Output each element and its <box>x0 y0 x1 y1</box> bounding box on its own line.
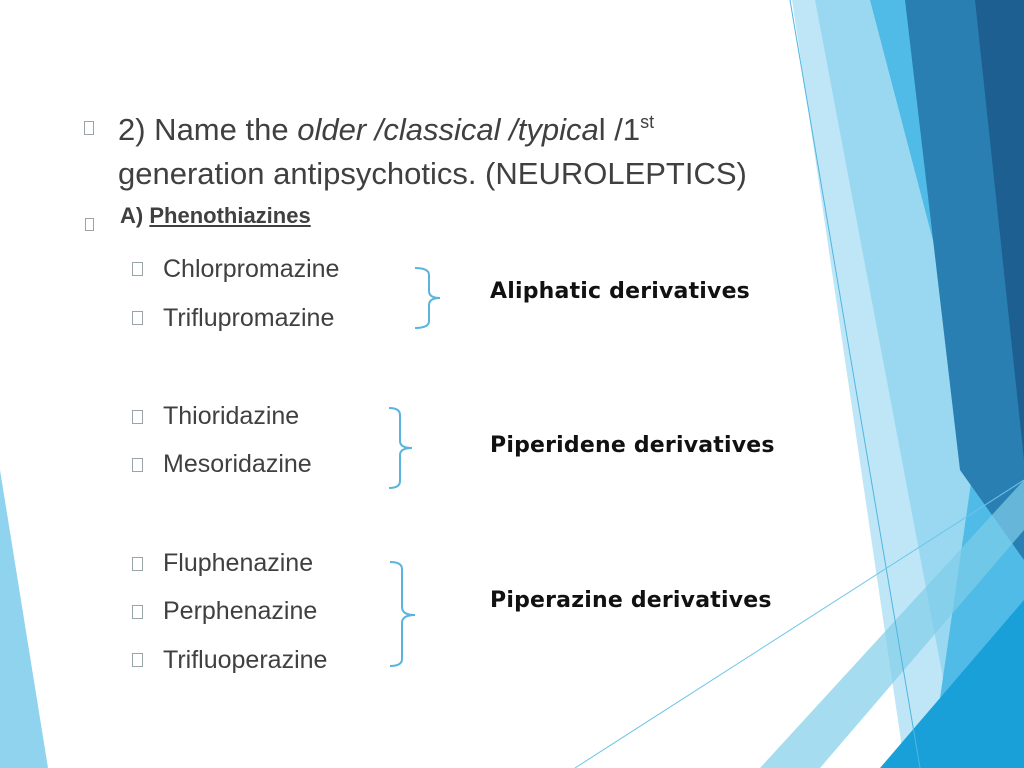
title-line-2: generation antipsychotics. (NEUROLEPTICS) <box>118 156 747 191</box>
section-bullet-icon <box>85 218 94 231</box>
group-label-piperidene: Piperidene derivatives <box>490 433 775 458</box>
drug-bullet-icon <box>132 262 143 276</box>
drug-bullet-icon <box>132 458 143 472</box>
drug-bullet-icon <box>132 311 143 325</box>
left-accent-shape <box>0 470 48 768</box>
slide-title <box>118 108 838 196</box>
drug-item: Perphenazine <box>163 597 318 625</box>
brace-piperidene <box>386 405 416 491</box>
title-suffix: l /1 <box>598 112 641 147</box>
drug-bullet-icon <box>132 653 143 667</box>
group-label-piperazine: Piperazine derivatives <box>490 588 772 613</box>
section-name: Phenothiazines <box>149 203 311 228</box>
drug-bullet-icon <box>132 557 143 571</box>
brace-aliphatic <box>412 265 444 331</box>
title-bullet-icon <box>84 121 94 135</box>
section-letter: A) <box>120 203 144 228</box>
drug-item: Mesoridazine <box>163 450 312 478</box>
group-label-aliphatic: Aliphatic derivatives <box>490 279 750 304</box>
drug-item: Trifluoperazine <box>163 646 328 674</box>
drug-bullet-icon <box>132 605 143 619</box>
title-italic: older /classical /typica <box>297 112 599 147</box>
title-prefix: 2) Name the <box>118 112 298 147</box>
title-superscript: st <box>640 112 655 132</box>
drug-bullet-icon <box>132 410 143 424</box>
drug-item: Thioridazine <box>163 402 300 430</box>
drug-item: Fluphenazine <box>163 549 314 577</box>
drug-item: Triflupromazine <box>163 304 335 332</box>
brace-piperazine <box>387 559 419 669</box>
section-heading <box>120 203 311 229</box>
drug-item: Chlorpromazine <box>163 255 340 283</box>
